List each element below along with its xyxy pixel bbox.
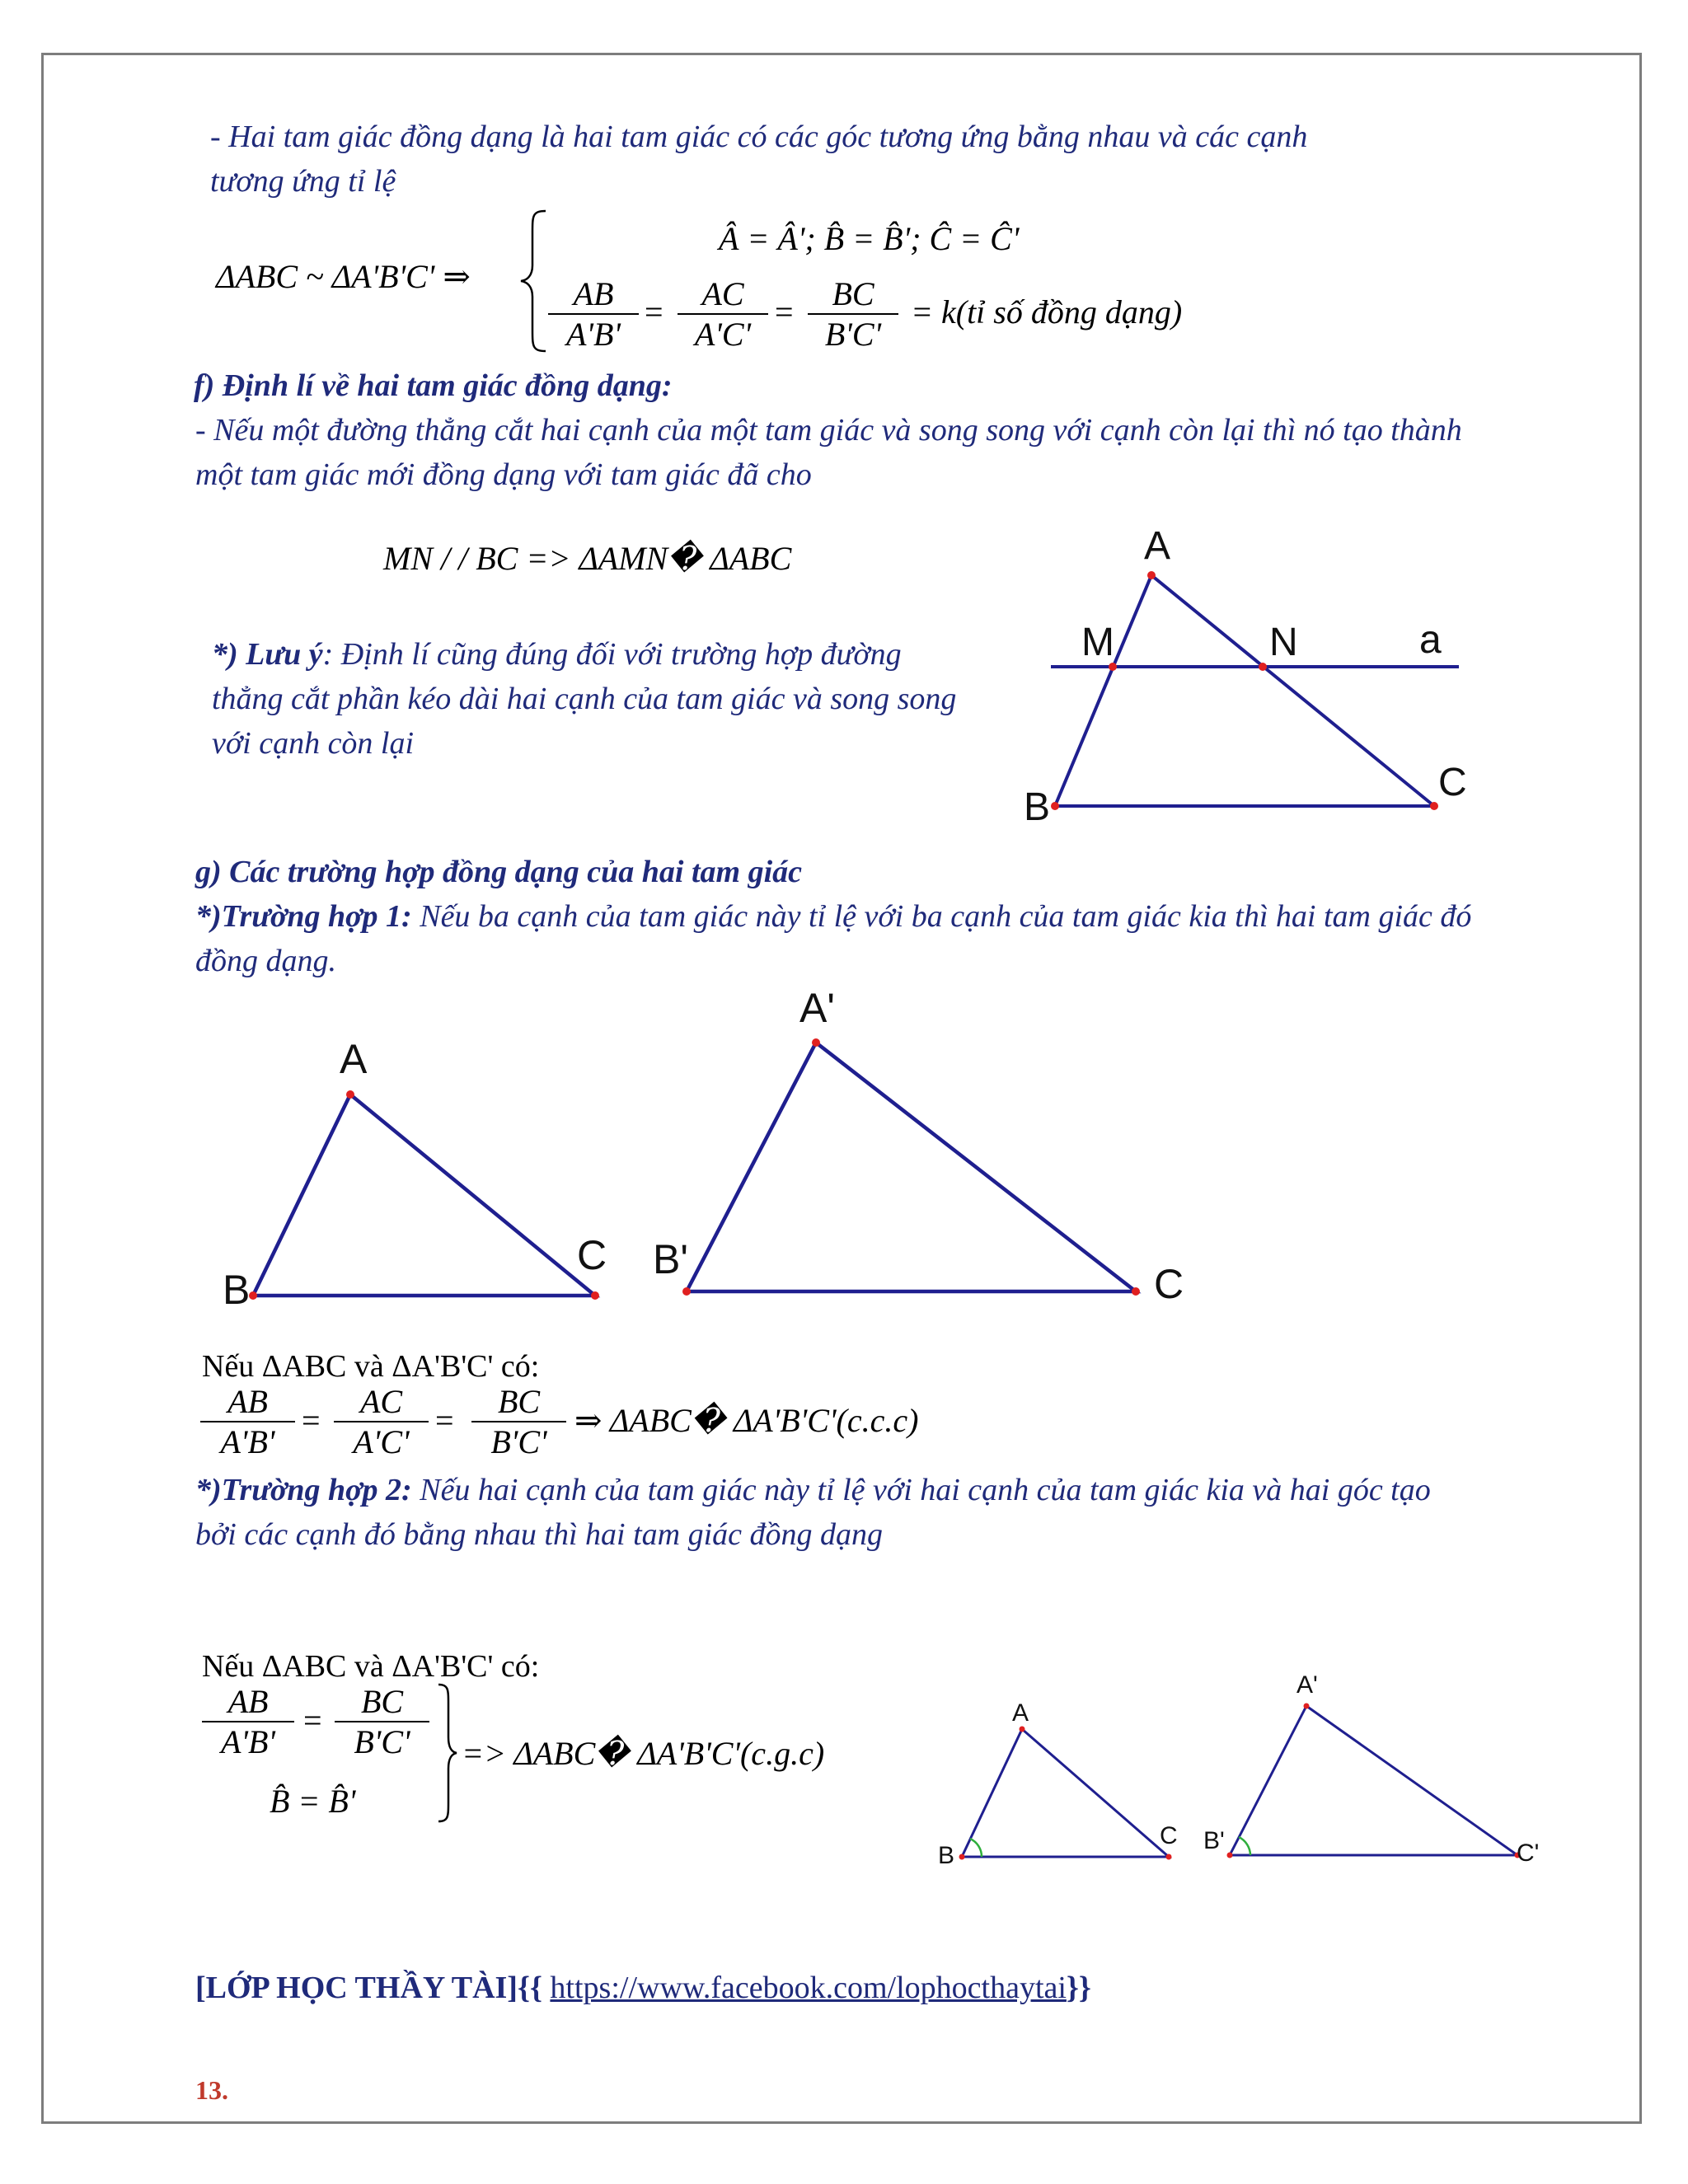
case1-label: *)Trường hợp 1: — [195, 899, 412, 934]
label-c-second: C — [1154, 1261, 1184, 1307]
page-number: 13. — [195, 2075, 228, 2105]
angle-equalities: Â = Â'; B̂ = B̂'; Ĉ = Ĉ' — [719, 220, 1020, 257]
case1-conclusion: ⇒ ΔABC� ΔA'B'C'(c.c.c) — [574, 1402, 919, 1439]
eq-sign-2: = — [775, 293, 794, 330]
point-b-prime — [682, 1287, 691, 1296]
point-a-prime — [1304, 1704, 1310, 1709]
case1-eq-1: = — [302, 1402, 321, 1439]
case2-label: *)Trường hợp 2: — [195, 1473, 412, 1507]
label-c: C — [1160, 1822, 1178, 1849]
case2-line-2: bởi các cạnh đó bằng nhau thì hai tam giác đồng dạng — [195, 1517, 884, 1552]
case2-figure — [927, 1657, 1545, 1904]
case1-frac-ac: $\frac{AC}{A'C'}$ — [334, 1383, 429, 1462]
point-a — [1147, 571, 1156, 579]
frac-bc-b1c1: $\frac{BC}{B'C'}$ — [808, 275, 898, 354]
triangle-abc — [253, 1094, 595, 1296]
label-b-prime: B' — [1203, 1827, 1225, 1854]
note-label: *) Lưu ý — [212, 637, 323, 672]
footer-open-braces: {{ — [517, 1971, 551, 2005]
angle-b-prime-arc — [1239, 1837, 1250, 1855]
case1-if: Nếu ΔABC và ΔA'B'C' có: — [202, 1349, 540, 1384]
case2-frac-ab: $\frac{AB}{A'B'}$ — [202, 1683, 294, 1762]
case2-frac-bc: $\frac{BC}{B'C'}$ — [335, 1683, 429, 1762]
label-c: C — [1438, 761, 1467, 804]
facebook-link[interactable]: https://www.facebook.com/lophocthaytai — [550, 1971, 1067, 2005]
label-line-a: a — [1419, 618, 1442, 662]
case2-right-brace — [435, 1681, 460, 1825]
point-a-prime — [812, 1038, 820, 1047]
system-brace — [518, 208, 551, 354]
case2-conclusion: => ΔABC� ΔA'B'C'(c.g.c) — [462, 1735, 825, 1772]
footer-brand: [LỚP HỌC THẦY TÀI] — [195, 1971, 518, 2005]
case2-if: Nếu ΔABC và ΔA'B'C' có: — [202, 1649, 540, 1684]
theorem-figure — [1022, 511, 1484, 832]
note-line-3: với cạnh còn lại — [212, 726, 415, 761]
point-b — [959, 1854, 965, 1860]
label-c: C — [577, 1232, 607, 1278]
theorem-formula: MN / / BC => ΔAMN� ΔABC — [383, 540, 792, 577]
footer-brand-line — [195, 1970, 1091, 2006]
side-ab — [1055, 575, 1151, 806]
case2-line-1 — [195, 1469, 1431, 1511]
note-line-1 — [212, 633, 902, 676]
case1-text-1: Nếu ba cạnh của tam giác này tỉ lệ với ba cạnh của tam giác kia thì hai tam giác đó — [411, 899, 1472, 934]
note-text-1: : Định lí cũng đúng đối với trường hợp đường — [322, 637, 902, 672]
def-line-1: - Hai tam giác đồng dạng là hai tam giác có các góc tương ứng bằng nhau và các cạnh — [210, 120, 1308, 154]
label-b-prime: B' — [653, 1236, 688, 1282]
label-b: B — [938, 1842, 955, 1869]
case1-figure — [210, 981, 1224, 1310]
label-n: N — [1269, 621, 1298, 664]
point-c — [1166, 1854, 1172, 1860]
case1-eq-2: = — [435, 1402, 454, 1439]
section-g-heading: g) Các trường hợp đồng dạng của hai tam giác — [195, 855, 803, 889]
point-b — [1051, 802, 1059, 810]
point-c — [591, 1291, 599, 1300]
footer-close-braces: }} — [1066, 1971, 1091, 2005]
point-c — [1430, 802, 1438, 810]
case1-line-1 — [195, 895, 1471, 938]
case2-eq: = — [303, 1702, 322, 1739]
section-f-line-2: một tam giác mới đồng dạng với tam giác đã cho — [195, 457, 812, 492]
label-a: A — [340, 1036, 368, 1082]
case2-text-1: Nếu hai cạnh của tam giác này tỉ lệ với hai cạnh của tam giác kia và hai góc tạo — [411, 1473, 1431, 1507]
label-b: B — [1024, 785, 1051, 829]
case1-frac-ab: $\frac{AB}{A'B'}$ — [200, 1383, 295, 1462]
similar-lhs: ΔABC ~ ΔA'B'C' ⇒ — [216, 258, 471, 295]
point-a — [346, 1090, 354, 1099]
triangle-abc — [962, 1729, 1169, 1857]
point-b-prime — [1227, 1853, 1233, 1858]
side-ac — [1151, 575, 1434, 806]
point-b — [249, 1291, 257, 1300]
eq-sign-1: = — [645, 293, 663, 330]
case2-angle-equality: B̂ = B̂' — [270, 1783, 356, 1820]
point-n — [1259, 663, 1267, 671]
case1-line-2: đồng dạng. — [195, 944, 336, 978]
note-line-2: thẳng cắt phần kéo dài hai cạnh của tam giác và song song — [212, 682, 957, 716]
label-a: A — [1144, 524, 1171, 568]
section-f-line-1: - Nếu một đường thẳng cắt hai cạnh của một tam giác và song song với cạnh còn lại thì nó tạo thành — [195, 413, 1462, 448]
frac-ab-a1b1: $\frac{AB}{A'B'}$ — [548, 275, 639, 354]
label-a: A — [1012, 1699, 1029, 1727]
label-b: B — [223, 1267, 251, 1310]
triangle-a1b1c1 — [687, 1043, 1136, 1291]
frac-ac-a1c1: $\frac{AC}{A'C'}$ — [678, 275, 768, 354]
triangle-a1b1c1 — [1230, 1706, 1517, 1855]
label-c-prime: C' — [1517, 1840, 1540, 1867]
section-f-heading: f) Định lí về hai tam giác đồng dạng: — [194, 368, 673, 403]
def-line-2: tương ứng tỉ lệ — [210, 164, 396, 199]
label-a-prime: A' — [1296, 1671, 1318, 1699]
point-c-second — [1132, 1287, 1140, 1296]
point-a — [1020, 1727, 1025, 1732]
angle-b-arc — [970, 1839, 982, 1857]
label-m: M — [1081, 621, 1114, 664]
label-a-prime: A' — [799, 985, 835, 1031]
ratio-tail: = k(tỉ số đồng dạng) — [911, 293, 1183, 330]
case1-frac-bc: $\frac{BC}{B'C'}$ — [471, 1383, 566, 1462]
